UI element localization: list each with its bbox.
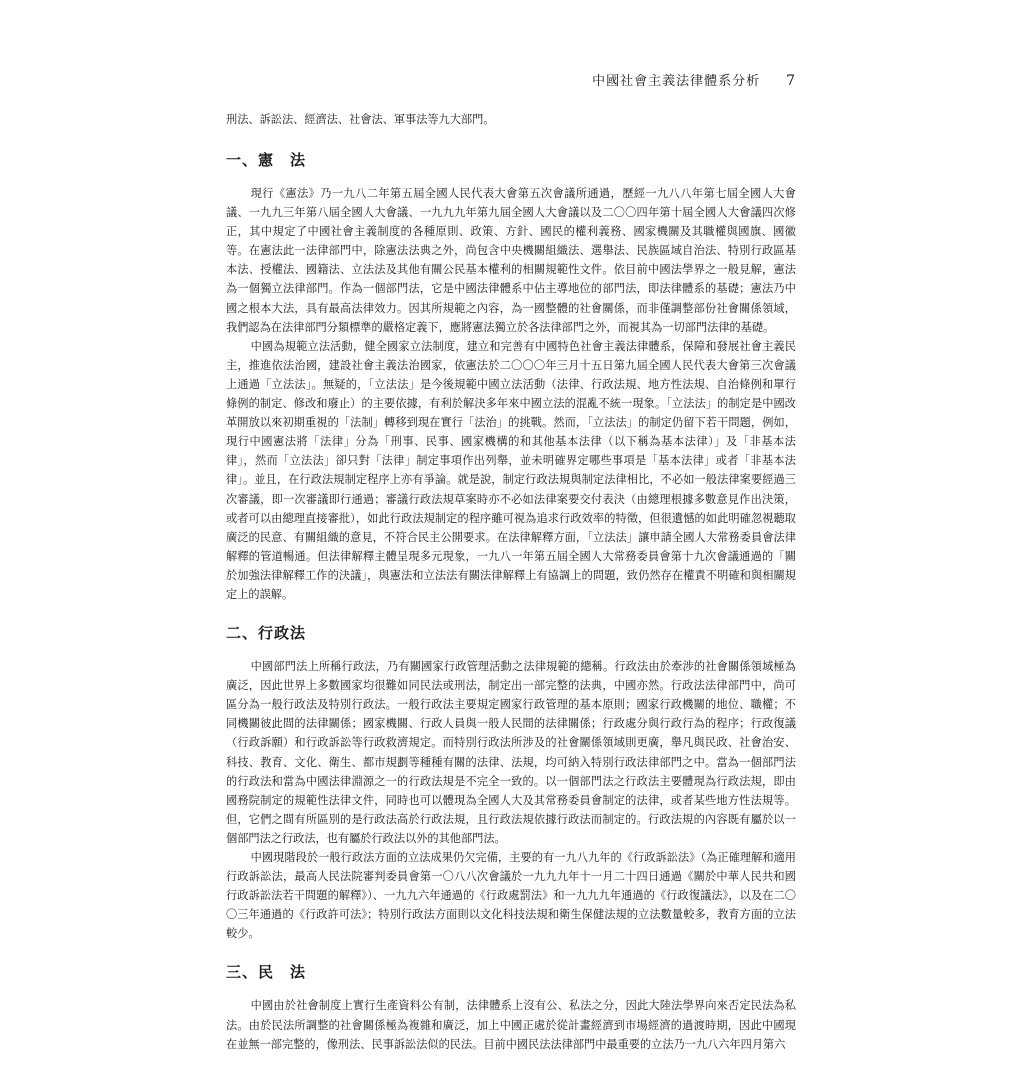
lead-line: 刑法、訴訟法、經濟法、社會法、軍事法等九大部門。 [226,113,495,126]
running-header [592,70,796,89]
page-number: 7 [786,73,796,89]
paragraph: 中國部門法上所稱行政法，乃有關國家行政管理活動之法律規範的總稱。行政法由於牽涉的社會關係領域極為廣泛，因此世界上多數國家均很難如同民法或刑法，制定出一部完整的法典，中國亦然。行政法法律部門中，尚可區分為一般行政法及特別行政法。一般行政法主要規定國家行政管理的基本原則；國家行政機關的地位、職權；不同機關彼此間的法律關係；國家機關、行政人員與一般人民間的法律關係；行政處分與行政行為的程序；行政復議（行政訴願）和行政訴訟等行政救濟規定。而特別行政法所涉及的社會關係領域則更廣，舉凡與民政、社會治安、科技、教育、文化、衛生、都市規劃等種種有關的法律、法規，均可納入特別行政法律部門之中。當為一個部門法的行政法和當為中國法律淵源之一的行政法規是不完全一致的。以一個部門法之行政法主要體現為行政法規，即由國務院制定的規範性法律文件，同時也可以體現為全國人大及其常務委員會制定的法律，或者某些地方性法規等。但，它們之間有所區別的是行政法高於行政法規，且行政法規依據行政法而制定的。行政法規的內容既有屬於以一個部門法之行政法，也有屬於行政法以外的其他部門法。 [226,660,796,845]
section-civil-law [226,961,796,1053]
paragraph: 中國為規範立法活動，健全國家立法制度，建立和完善有中國特色社會主義法律體系，保障和發展社會主義民主，推進依法治國，建設社會主義法治國家，依憲法於二〇〇〇年三月十五日第九屆全國人民代表大會第三次會議上通過「立法法」。無疑的，「立法法」是今後規範中國立法活動（法律、行政法規、地方性法規、自治條例和單行條例的制定、修改和廢止）的主要依據，有利於解決多年來中國立法的混亂不統一現象。「立法法」的制定是中國改革開放以來初期重視的「法制」轉移到現在實行「法治」的挑戰。然而，「立法法」的制定仍留下若干問題，例如，現行中國憲法將「法律」分為「刑事、民事、國家機構的和其他基本法律（以下稱為基本法律）」及「非基本法律」，然而「立法法」卻只對「法律」制定事項作出列舉，並未明確界定哪些事項是「基本法律」或者「非基本法律」。並且，在行政法規制定程序上亦有爭論。就是說，制定行政法規與制定法律相比，不必如一般法律案要經過三次審議，即一次審議即行通過；審議行政法規草案時亦不必如法律案要交付表決（由總理根據多數意見作出決策，或者可以由總理直接審批），如此行政法規制定的程序雖可視為追求行政效率的特徵，但很遺憾的如此明確忽視聽取廣泛的民意、有關組織的意見，不符合民主公開要求。在法律解釋方面，「立法法」讓申請全國人大常務委員會法律解釋的管道暢通。但法律解釋主體呈現多元現象，一九八一年第五屆全國人大常務委員會第十九次會議通過的「關於加強法律解釋工作的決議」，與憲法和立法法有關法律解釋上有協調上的問題，致仍然存在權責不明確和與相關規定上的誤解。 [226,339,796,601]
section-heading: 三、民 法 [226,963,307,982]
section-heading: 二、行政法 [226,624,307,643]
paragraph: 中國現階段於一般行政法方面的立法成果仍欠完備，主要的有一九八九年的《行政訴訟法》（為正確理解和適用行政訴訟法，最高人民法院審判委員會第一〇八八次會議於一九九九年十一月二十四日通過《關於中華人民共和國行政訴訟法若干問題的解釋》）、一九九六年通過的《行政處罰法》和一九九九年通過的《行政復議法》，以及在二〇〇三年通過的《行政許可法》；特別行政法方面則以文化科技法規和衛生保健法規的立法數量較多，教育方面的立法較少。 [226,851,796,941]
paragraph: 中國由於社會制度上實行生產資料公有制，法律體系上沒有公、私法之分，因此大陸法學界向來否定民法為私法。由於民法所調整的社會關係極為複雜和廣泛，加上中國正處於從計畫經濟到市場經濟的過渡時期，因此中國現在並無一部完整的，像刑法、民事訴訟法似的民法。目前中國民法法律部門中最重要的立法乃一九八六年四月第六 [226,999,796,1051]
section-constitution [226,149,796,604]
running-header-title: 中國社會主義法律體系分析 [592,74,761,89]
page-body [226,110,796,1072]
section-administrative-law [226,622,796,943]
paragraph: 現行《憲法》乃一九八二年第五屆全國人民代表大會第五次會議所通過，歷經一九八八年第七屆全國人大會議、一九九三年第八屆全國人大會議、一九九九年第九屆全國人大會議以及二〇〇四年第十屆全國人大會議四次修正，其中規定了中國社會主義制度的各種原則、政策、方針、國民的權利義務、國家機關及其職權與國旗、國徽等。在憲法此一法律部門中，除憲法法典之外，尚包含中央機關組織法、選舉法、民族區域自治法、特別行政區基本法、授權法、國籍法、立法法及其他有關公民基本權利的相關規範性文件。依目前中國法學界之一般見解，憲法為一個獨立法律部門。作為一個部門法，它是中國法律體系中佔主導地位的部門法，即法律體系的基礎；憲法乃中國之根本大法，具有最高法律效力。因其所規範之內容，為一國整體的社會關係，而非僅調整部份社會關係領域，我們認為在法律部門分類標準的嚴格定義下，應將憲法獨立於各法律部門之外，而視其為一切部門法律的基礎。 [226,187,796,334]
section-heading: 一、憲 法 [226,151,307,169]
